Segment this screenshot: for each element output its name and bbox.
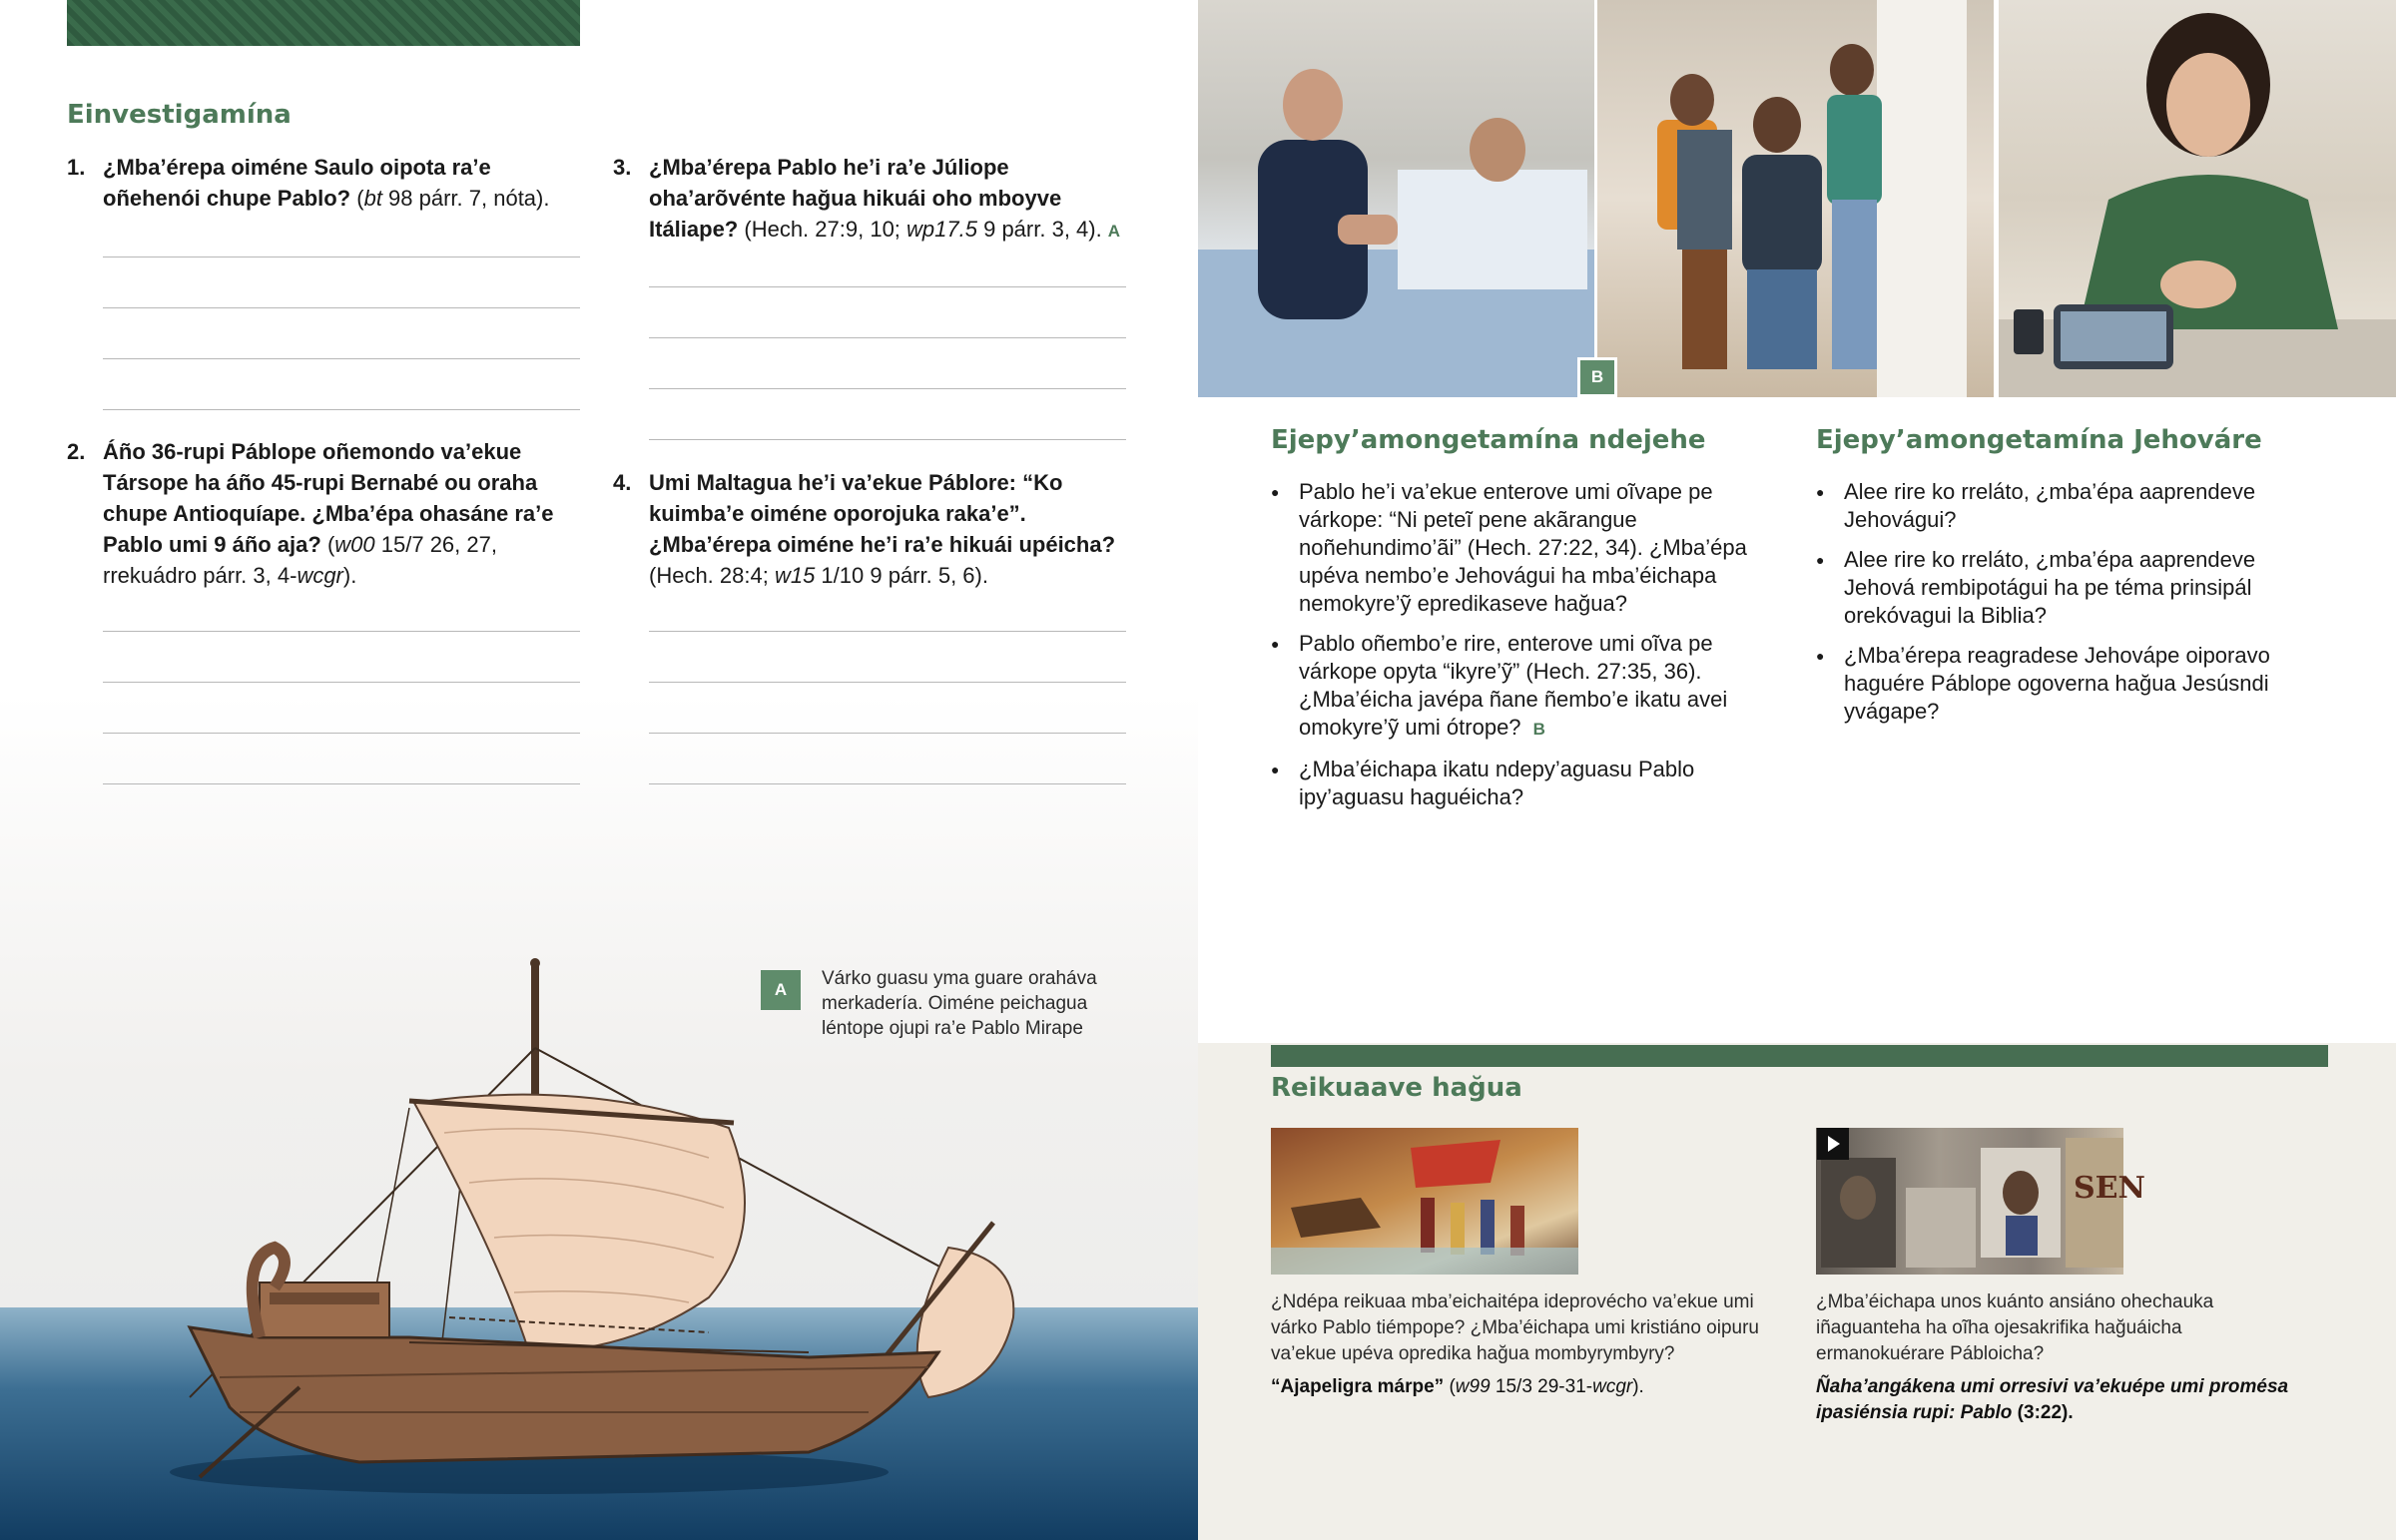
section-title-jehovare: Ejepy’amongetamína Jehováre	[1816, 425, 2262, 455]
reference-italic: wcgr	[297, 563, 343, 588]
play-icon[interactable]	[1817, 1128, 1849, 1160]
answer-line[interactable]	[103, 733, 580, 734]
answer-line[interactable]	[649, 439, 1126, 440]
answer-line[interactable]	[649, 783, 1126, 784]
reference-text: 15/3 29-31-	[1490, 1376, 1593, 1397]
review-divider-bar	[1271, 1045, 2328, 1067]
answer-line[interactable]	[649, 388, 1126, 389]
reference-text: ).	[342, 563, 357, 588]
question-text: Áño 36-rupi Páblope oñemondo va’ekue Társope ha áño 45-rupi Bernabé ou oraha chupe Antioquíape. ¿Mba’épa ohasáne ra’e Pablo umi 9 áño aja?	[103, 439, 554, 557]
answer-line[interactable]	[649, 286, 1126, 287]
question-text: ¿Mba’érepa oiméne Saulo oipota ra’e oñehenói chupe Pablo?	[103, 155, 491, 211]
question-2: 2. Áño 36-rupi Páblope oñemondo va’ekue Társope ha áño 45-rupi Bernabé ou oraha chupe Antioquíape. ¿Mba’épa ohasáne ra’e Pablo umi 9 áño aja? (w00 15/7 26, 27, rrekuádro párr. 3, 4-wcgr).	[67, 436, 586, 591]
list-item	[1816, 546, 2295, 630]
question-4	[613, 467, 1132, 591]
reference-text: (Hech. 27:9, 10;	[744, 217, 907, 242]
section-title-ndejehe: Ejepy’amongetamína ndejehe	[1271, 425, 1706, 455]
photo-family-prayer	[1597, 0, 1994, 397]
answer-line[interactable]	[649, 631, 1126, 632]
figure-label-b: B	[1577, 357, 1617, 397]
question-3	[613, 152, 1132, 247]
reference-text: (	[1444, 1376, 1456, 1397]
bullet-list-jehovare	[1816, 478, 2295, 738]
question-text: ¿Mba’érepa Pablo he’i ra’e Júliope oha’arõvénte hağua hikuái oho mboyve Itáliape?	[649, 155, 1062, 242]
section-title-einvestigamina: Einvestigamína	[67, 100, 292, 130]
answer-line[interactable]	[103, 358, 580, 359]
thumbnail-shipwreck-painting[interactable]	[1271, 1128, 1578, 1275]
reference-text: 9 párr. 3, 4).	[976, 217, 1102, 242]
reference-italic: w00	[334, 532, 375, 557]
list-item-text: ¿Mba’éichapa ikatu ndepy’aguasu Pablo ipy’aguasu haguéicha?	[1299, 757, 1695, 809]
review-2-reference[interactable]	[1816, 1374, 2315, 1426]
figure-marker-b[interactable]: B	[1532, 720, 1545, 739]
reference-text: 98 párr. 7, nóta).	[381, 186, 550, 211]
reference-italic: bt	[363, 186, 382, 211]
answer-line[interactable]	[103, 307, 580, 308]
question-number: 1.	[67, 155, 86, 180]
reference-text: 1/10 9 párr. 5, 6).	[815, 563, 988, 588]
video-title: Ñaha’angákena umi orresivi va’ekuépe umi promésa ipasiénsia rupi: Pablo	[1816, 1376, 2289, 1423]
answer-line[interactable]	[103, 409, 580, 410]
question-number: 3.	[613, 155, 632, 180]
list-item	[1271, 478, 1790, 618]
review-1-reference[interactable]	[1271, 1374, 1790, 1400]
reference-text: 15/7 26, 27, rrekuádro párr. 3, 4-	[103, 532, 497, 588]
list-item-text: Alee rire ko rreláto, ¿mba’épa aaprendeve Jehovágui?	[1844, 479, 2256, 532]
review-1-text: ¿Ndépa reikuaa mba’eichaitépa ideprovécho va’ekue umi várko Pablo tiémpope? ¿Mba’éichapa umi kristiáno oipuru va’ekue upéva opredika hağua mombyrymbyry?	[1271, 1291, 1759, 1364]
photo-hospital-prayer	[1198, 0, 1594, 397]
article-title: “Ajapeligra márpe”	[1271, 1376, 1445, 1397]
question-text: Umi Maltagua he’i va’ekue Páblore: “Ko kuimba’e oiméne oporojuka raka’e”. ¿Mba’érepa oiméne he’i ra’e hikuái upéicha?	[649, 470, 1116, 557]
reference-text: ).	[1632, 1376, 1644, 1397]
answer-line[interactable]	[649, 733, 1126, 734]
list-item	[1271, 756, 1790, 811]
question-1: 1. ¿Mba’érepa oiméne Saulo oipota ra’e oñehenói chupe Pablo? (bt 98 párr. 7, nóta).	[67, 152, 586, 214]
answer-line[interactable]	[649, 337, 1126, 338]
ship-illustration	[110, 958, 1038, 1517]
photo-girl-prayer	[1999, 0, 2396, 397]
answer-line[interactable]	[103, 783, 580, 784]
decorative-banner	[67, 0, 580, 46]
thumbnail-label: SEN	[2074, 1171, 2145, 1206]
reference-text: (3:22).	[2012, 1402, 2074, 1423]
reference-italic: wp17.5	[906, 217, 977, 242]
reference-italic: wcgr	[1592, 1376, 1633, 1397]
list-item	[1816, 478, 2295, 534]
review-2-text: ¿Mba’éichapa unos kuánto ansiáno ohechauka iñaguanteha ha oĩha ojesakrifika hağuáicha ermanokuérare Pábloicha?	[1816, 1291, 2214, 1364]
answer-line[interactable]	[103, 631, 580, 632]
question-number: 4.	[613, 470, 632, 495]
figure-label-a: A	[761, 970, 801, 1010]
bullet-list-ndejehe	[1271, 478, 1790, 823]
reference-text: (Hech. 28:4;	[649, 563, 775, 588]
answer-line[interactable]	[649, 682, 1126, 683]
answer-line[interactable]	[103, 682, 580, 683]
figure-marker-a[interactable]: A	[1107, 222, 1120, 241]
reference-italic: w99	[1455, 1376, 1491, 1397]
reference-italic: w15	[774, 563, 816, 588]
list-item-text: ¿Mba’érepa reagradese Jehovápe oiporavo haguére Páblope ogoverna hağua Jesúsndi yvágape?	[1844, 643, 2270, 724]
list-item-text: Pablo oñembo’e rire, enterove umi oĩva pe várkope opyta “ikyre’ỹ” (Hech. 27:35, 36). ¿Mba’éicha javépa ñane ñembo’e ikatu avei omokyre’ỹ umi ótrope?	[1299, 631, 1728, 740]
list-item-text: Alee rire ko rreláto, ¿mba’épa aaprendeve Jehová rembipotágui ha pe téma prinsipál orekóvagui la Biblia?	[1844, 547, 2256, 628]
section-title-reikuaave: Reikuaave hağua	[1271, 1073, 1522, 1103]
question-number: 2.	[67, 439, 86, 464]
list-item-text: Pablo he’i va’ekue enterove umi oĩvape pe várkope: “Ni peteĩ pene akãrangue noñehundimo’ãi” (Hech. 27:22, 34). ¿Mba’épa upéva nembo’e Jehovágui ha mba’éichapa nemokyre’ỹ epredikaseve hağua?	[1299, 479, 1747, 616]
caption-a: Várko guasu yma guare oraháva merkadería. Oiméne peichagua léntope ojupi ra’e Pablo Mirape	[822, 968, 1097, 1039]
list-item	[1816, 642, 2295, 726]
thumbnail-video-elders[interactable]	[1816, 1128, 2145, 1275]
list-item	[1271, 630, 1790, 744]
